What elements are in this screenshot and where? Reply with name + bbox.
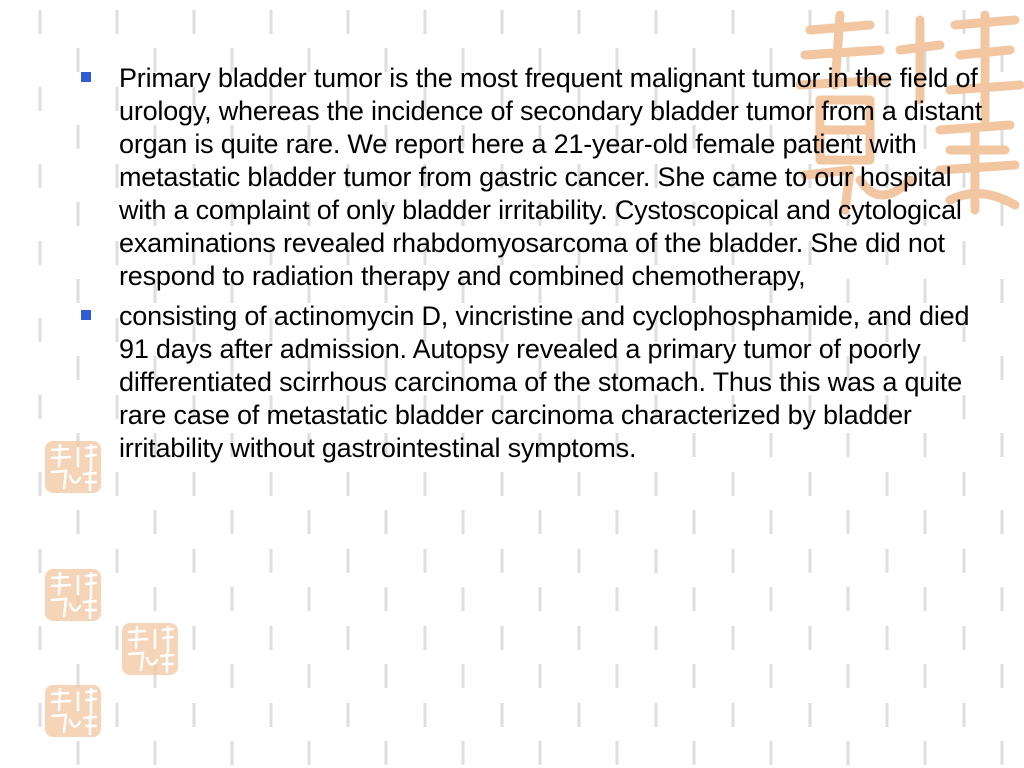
bullet-text: consisting of actinomycin D, vincristine and cyclophosphamide, and died 91 days after admission. Autopsy revealed a primary tumor of poorly differentiated scirrhous carcinoma of the stomach. Thus this was a quite rare case of metastatic bladder carcinoma characterized by bladder irritability without gastrointestinal symptoms. (119, 301, 970, 463)
square-bullet-icon (81, 310, 91, 320)
slide-body (78, 62, 983, 472)
bullet-text: Primary bladder tumor is the most frequent malignant tumor in the field of urology, whereas the incidence of secondary bladder tumor from a distant organ is quite rare. We report here a 21-year-old female patient with metastatic bladder tumor from gastric cancer. She came to our hospital with a complaint of only bladder irritability. Cystoscopical and cytological examinations revealed rhabdomyosarcoma of the bladder. She did not respond to radiation therapy and combined chemotherapy, (119, 63, 983, 291)
seal-stamp (44, 684, 102, 738)
seal-stamp (121, 622, 179, 676)
bullet-list (78, 62, 983, 465)
square-bullet-icon (81, 72, 91, 82)
seal-stamp (44, 568, 102, 622)
bullet-item (78, 300, 983, 465)
bullet-item (78, 62, 983, 293)
